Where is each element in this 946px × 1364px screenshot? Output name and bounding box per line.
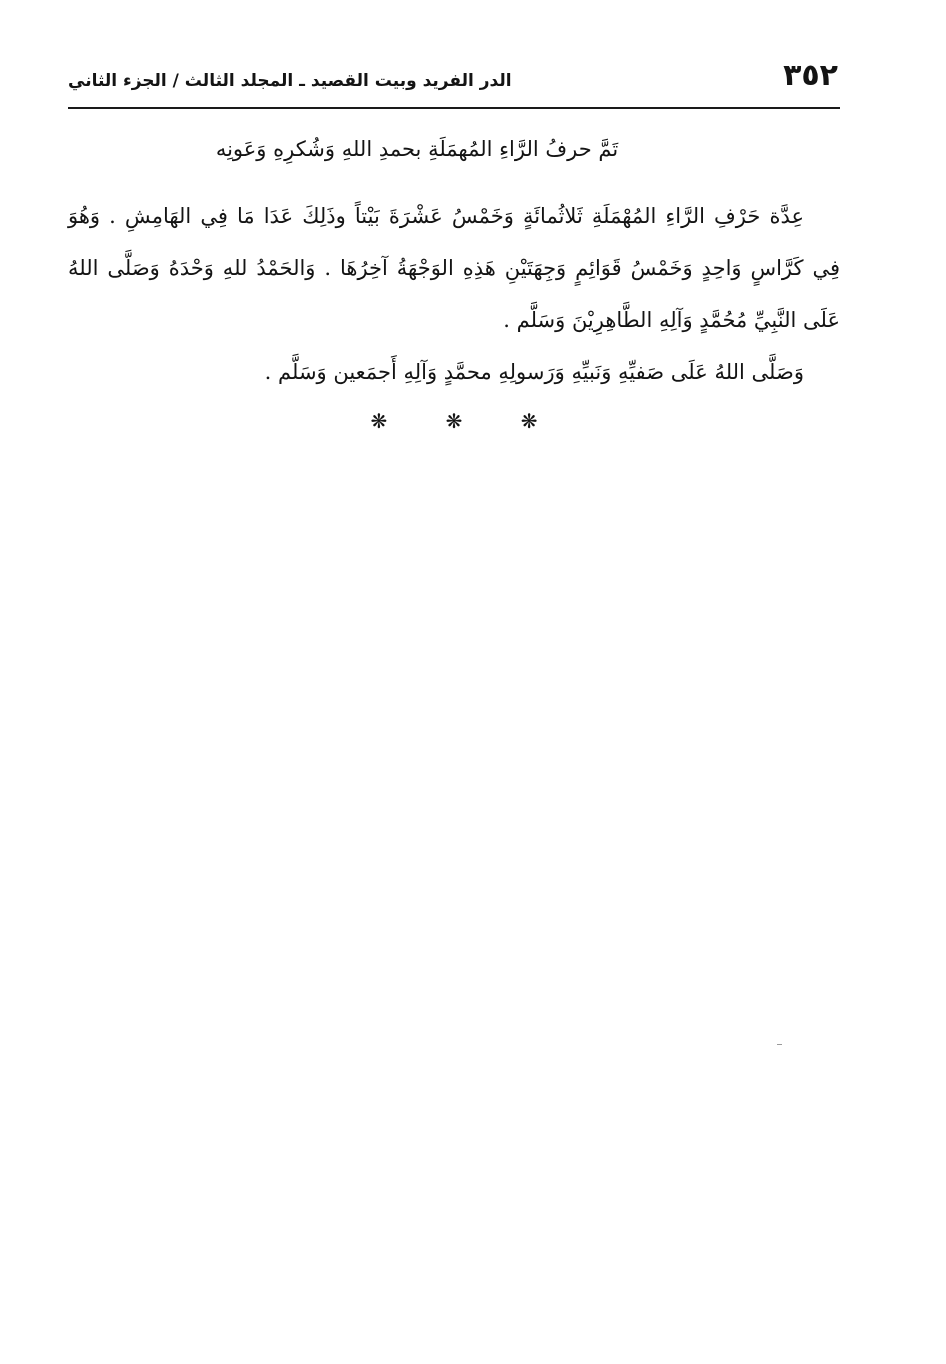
chapter-closing-title: تَمَّ حرفُ الرَّاءِ المُهمَلَةِ بحمدِ اللهِ وَشُكرِهِ وَعَونِه — [215, 137, 619, 161]
page-number: ٣٥٢ — [783, 58, 838, 93]
closing-prayer: وَصَلَّى اللهُ عَلَى صَفيِّهِ وَنَبيِّهِ وَرَسولِهِ محمَّدٍ وَآلِهِ أَجمَعين وَسَلَّم . — [264, 360, 804, 384]
section-separator: ❋ ❋ ❋ — [370, 409, 564, 433]
page-body — [68, 128, 840, 436]
header-rule — [68, 107, 840, 109]
colophon-paragraph: عِدَّة حَرْفِ الرَّاءِ المُهْمَلَةِ ثَلاثُمائَةٍ وَخَمْسُ عَشْرَةَ بَيْتاً وذَلِكَ عَدَا مَا فِي الهَامِشِ . وَهُوَ فِي كَرَّاسٍ وَاحِدٍ وَخَمْسُ قَوَائِمٍ وَجِهَتَيْنِ هَذِهِ الوَجْهَةُ آخِرُهَا . وَالحَمْدُ للهِ وَحْدَهُ وَصَلَّى اللهُ عَلَى النَّبِيِّ مُحُمَّدٍ وَآلِهِ الطَّاهِرِيْنَ وَسَلَّم . — [68, 204, 840, 332]
scan-speck — [777, 1044, 782, 1045]
running-title: الدر الفريد وبيت القصيد ـ المجلد الثالث / الجزء الثاني — [68, 71, 512, 91]
page-header — [68, 58, 838, 100]
